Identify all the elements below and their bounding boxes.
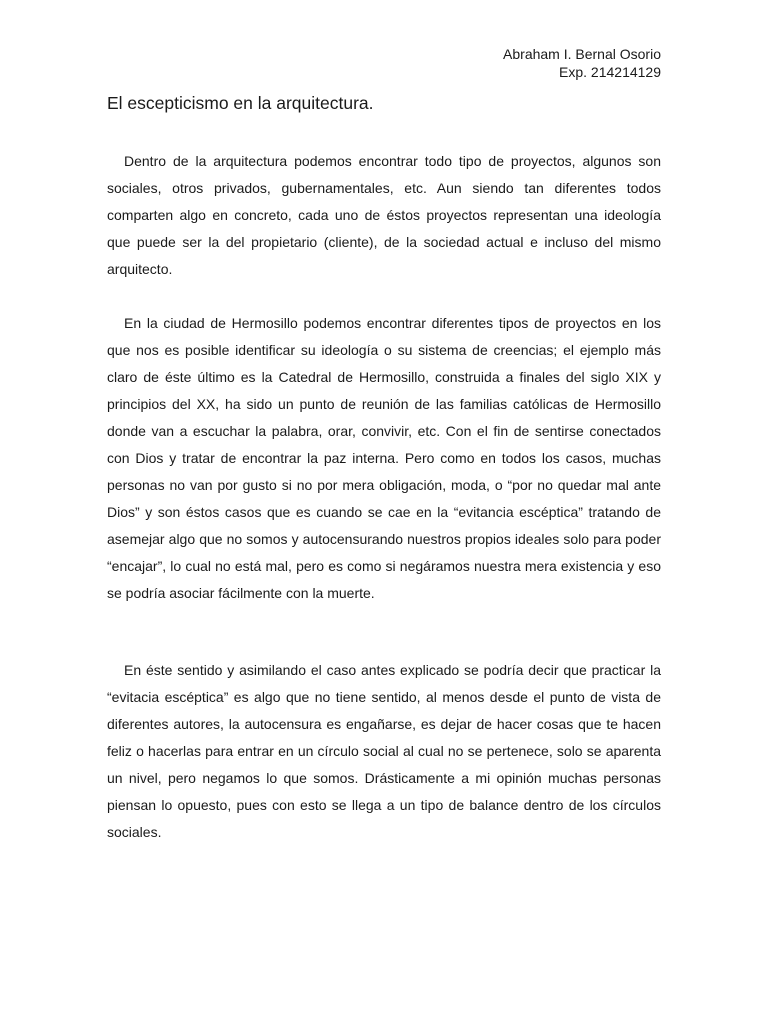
paragraph-3: En éste sentido y asimilando el caso antes explicado se podría decir que practicar la “evitacia escéptica” es algo que no tiene sentido, al menos desde el punto de vista de diferentes autores, la autocensura es engañarse, es dejar de hacer cosas que te hacen feliz o hacerlas para entrar en un círculo social al cual no se pertenece, solo se aparenta un nivel, pero negamos lo que somos. Drásticamente a mi opinión muchas personas piensan lo opuesto, pues con esto se llega a un tipo de balance dentro de los círculos sociales.	[107, 662, 661, 840]
paragraph-1: Dentro de la arquitectura podemos encontrar todo tipo de proyectos, algunos son sociales, otros privados, gubernamentales, etc. Aun siendo tan diferentes todos comparten algo en concreto, cada uno de éstos proyectos representan una ideología que puede ser la del propietario (cliente), de la sociedad actual e incluso del mismo arquitecto.	[107, 153, 661, 277]
author-name: Abraham I. Bernal Osorio	[503, 46, 661, 62]
document-title: El escepticismo en la arquitectura.	[107, 93, 374, 113]
paragraph-2: En la ciudad de Hermosillo podemos encontrar diferentes tipos de proyectos en los que nos es posible identificar su ideología o su sistema de creencias; el ejemplo más claro de éste último es la Catedral de Hermosillo, construida a finales del siglo XIX y principios del XX, ha sido un punto de reunión de las familias católicas de Hermosillo donde van a escuchar la palabra, orar, convivir, etc. Con el fin de sentirse conectados con Dios y tratar de encontrar la paz interna. Pero como en todos los casos, muchas personas no van por gusto si no por mera obligación, moda, o “por no quedar mal ante Dios” y son éstos casos que es cuando se cae en la “evitancia escéptica” tratando de asemejar algo que no somos y autocensurando nuestros propios ideales solo para poder “encajar”, lo cual no está mal, pero es como si negáramos nuestra mera existencia y eso se podría asociar fácilmente con la muerte.	[107, 315, 661, 601]
author-header	[503, 45, 661, 81]
expedient-number: Exp. 214214129	[559, 64, 661, 80]
